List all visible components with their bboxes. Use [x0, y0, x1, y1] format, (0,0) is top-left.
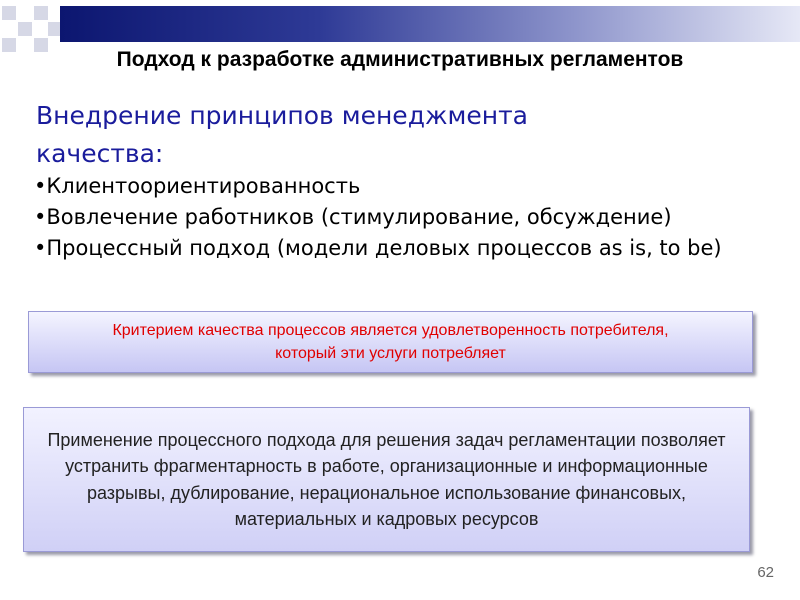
section-heading-line1: Внедрение принципов менеджмента: [36, 101, 528, 130]
criterion-callout-text: Критерием качества процессов является удовлетворенность потребителя, который эти услуги потребляет: [112, 322, 669, 362]
criterion-callout: [28, 311, 753, 373]
bullet-list: [34, 171, 764, 311]
process-approach-callout-text: Применение процессного подхода для решения задач регламентации позволяет устранить фрагментарность в работе, организационные и информационные разрывы, дублирование, нерациональное использование финансовых, материальных и кадровых ресурсов: [47, 429, 726, 529]
section-heading-line2: качества:: [36, 139, 164, 168]
bullet-item: •Процессный подход (модели деловых процессов as is, to be): [34, 236, 722, 260]
page-number: 62: [757, 564, 774, 581]
slide-title: Подход к разработке административных регламентов: [116, 48, 684, 71]
checker-decoration: [0, 0, 60, 55]
header-gradient-bar: [60, 6, 800, 42]
section-heading: [36, 97, 736, 173]
bullet-item: •Вовлечение работников (стимулирование, обсуждение): [34, 205, 672, 229]
bullet-item: •Клиентоориентированность: [34, 174, 361, 198]
process-approach-callout: [23, 407, 750, 552]
